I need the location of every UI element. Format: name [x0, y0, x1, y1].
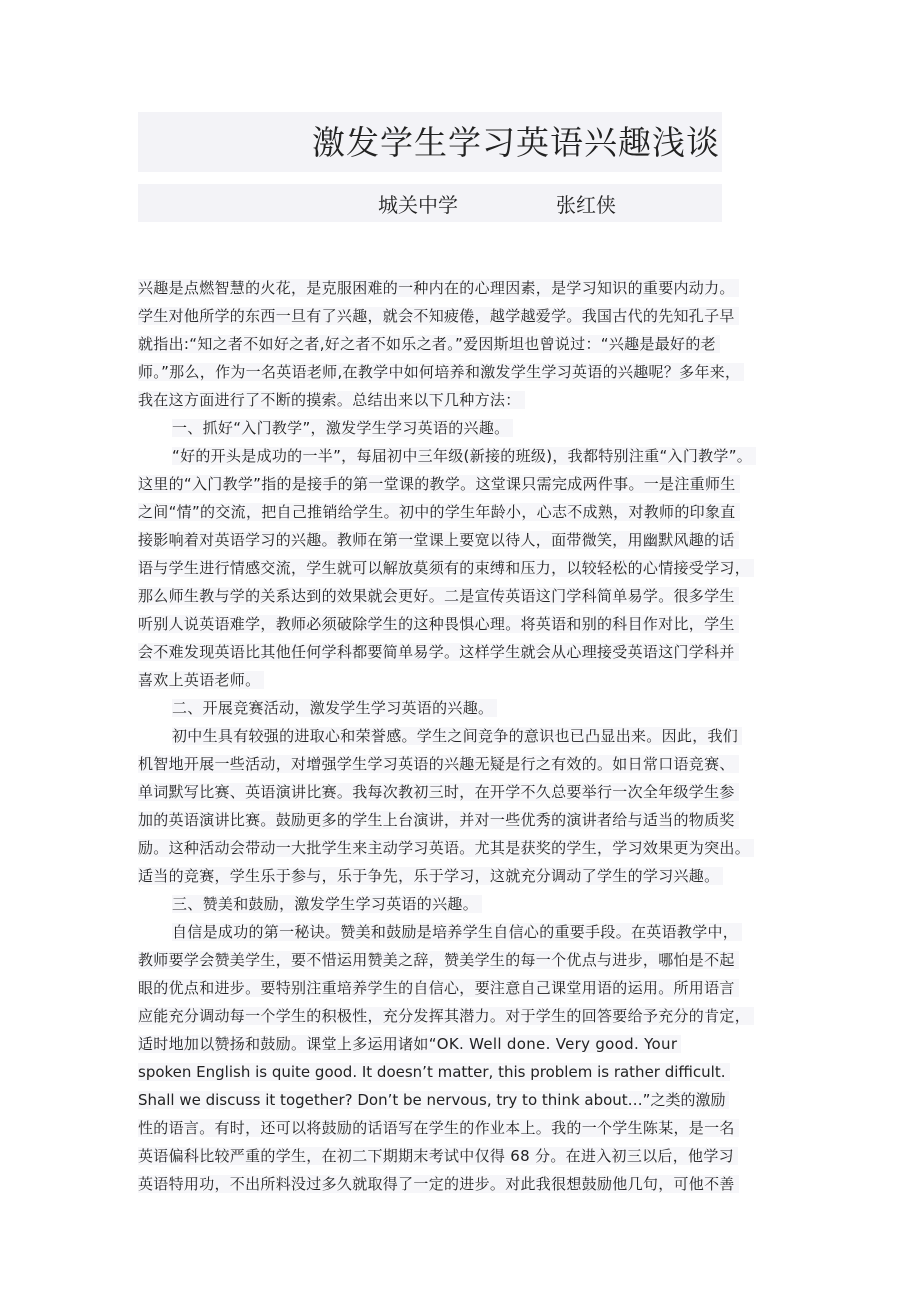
text-line: 喜欢上英语老师。	[138, 666, 800, 694]
document-body	[138, 274, 800, 1198]
text-line: 眼的优点和进步。要特别注重培养学生的自信心，要注意自己课堂用语的运用。所用语言	[138, 974, 800, 1002]
text-line: 接影响着对英语学习的兴趣。教师在第一堂课上要宽以待人，面带微笑，用幽默风趣的话	[138, 526, 800, 554]
text-line: “好的开头是成功的一半”，每届初中三年级(新接的班级)，我都特别注重“入门教学”。	[138, 442, 800, 470]
text-line: 应能充分调动每一个学生的积极性，充分发挥其潜力。对于学生的回答要给予充分的肯定，	[138, 1002, 800, 1030]
text-line: 学生对他所学的东西一旦有了兴趣，就会不知疲倦，越学越爱学。我国古代的先知孔子早	[138, 302, 800, 330]
text-line: 听别人说英语难学，教师必须破除学生的这种畏惧心理。将英语和别的科目作对比，学生	[138, 610, 800, 638]
text-line: 会不难发现英语比其他任何学科都要简单易学。这样学生就会从心理接受英语这门学科并	[138, 638, 800, 666]
document-title: 激发学生学习英语兴趣浅谈	[312, 123, 720, 162]
text-line-english: Shall we discuss it together? Don’t be nervous, try to think about…”之类的激励	[138, 1086, 800, 1114]
text-line: 这里的“入门教学”指的是接手的第一堂课的教学。这堂课只需完成两件事。一是注重师生	[138, 470, 800, 498]
text-line: 师。”那么，作为一名英语老师,在教学中如何培养和激发学生学习英语的兴趣呢？多年来，	[138, 358, 800, 386]
text-line: 就指出:“知之者不如好之者,好之者不如乐之者。”爱因斯坦也曾说过：“兴趣是最好的老	[138, 330, 800, 358]
author-name: 张红侠	[556, 193, 616, 217]
section-heading-2: 二、开展竞赛活动，激发学生学习英语的兴趣。	[138, 694, 800, 722]
text-line: 励。这种活动会带动一大批学生来主动学习英语。尤其是获奖的学生，学习效果更为突出。	[138, 834, 800, 862]
section-heading-1: 一、抓好“入门教学”，激发学生学习英语的兴趣。	[138, 414, 800, 442]
text-line: 自信是成功的第一秘诀。赞美和鼓励是培养学生自信心的重要手段。在英语教学中，	[138, 918, 800, 946]
section-heading-3: 三、赞美和鼓励，激发学生学习英语的兴趣。	[138, 890, 800, 918]
text-line: 教师要学会赞美学生，要不惜运用赞美之辞，赞美学生的每一个优点与进步，哪怕是不起	[138, 946, 800, 974]
text-line: 性的语言。有时，还可以将鼓励的话语写在学生的作业本上。我的一个学生陈某，是一名	[138, 1114, 800, 1142]
text-line-english: spoken English is quite good. It doesn’t matter, this problem is rather difficult.	[138, 1058, 800, 1086]
text-line: 单词默写比赛、英语演讲比赛。我每次教初三时，在开学不久总要举行一次全年级学生参	[138, 778, 800, 806]
text-line: 加的英语演讲比赛。鼓励更多的学生上台演讲，并对一些优秀的演讲者给与适当的物质奖	[138, 806, 800, 834]
text-line: 英语偏科比较严重的学生，在初二下期期末考试中仅得 68 分。在进入初三以后，他学习	[138, 1142, 800, 1170]
text-line: 之间“情”的交流，把自己推销给学生。初中的学生年龄小，心志不成熟，对教师的印象直	[138, 498, 800, 526]
text-line: 适时地加以赞扬和鼓励。课堂上多运用诸如“OK. Well done. Very good. Your	[138, 1030, 800, 1058]
text-line: 兴趣是点燃智慧的火花，是克服困难的一种内在的心理因素，是学习知识的重要内动力。	[138, 274, 800, 302]
text-line: 那么师生教与学的关系达到的效果就会更好。二是宣传英语这门学科简单易学。很多学生	[138, 582, 800, 610]
text-line: 机智地开展一些活动，对增强学生学习英语的兴趣无疑是行之有效的。如日常口语竞赛、	[138, 750, 800, 778]
text-line: 初中生具有较强的进取心和荣誉感。学生之间竞争的意识也已凸显出来。因此，我们	[138, 722, 800, 750]
text-line: 适当的竞赛，学生乐于参与，乐于争先，乐于学习，这就充分调动了学生的学习兴趣。	[138, 862, 800, 890]
text-line: 英语特用功，不出所料没过多久就取得了一定的进步。对此我很想鼓励他几句，可他不善	[138, 1170, 800, 1198]
text-line: 我在这方面进行了不断的摸索。总结出来以下几种方法：	[138, 386, 800, 414]
school-name: 城关中学	[378, 193, 458, 217]
text-line: 语与学生进行情感交流，学生就可以解放莫须有的束缚和压力，以较轻松的心情接受学习，	[138, 554, 800, 582]
